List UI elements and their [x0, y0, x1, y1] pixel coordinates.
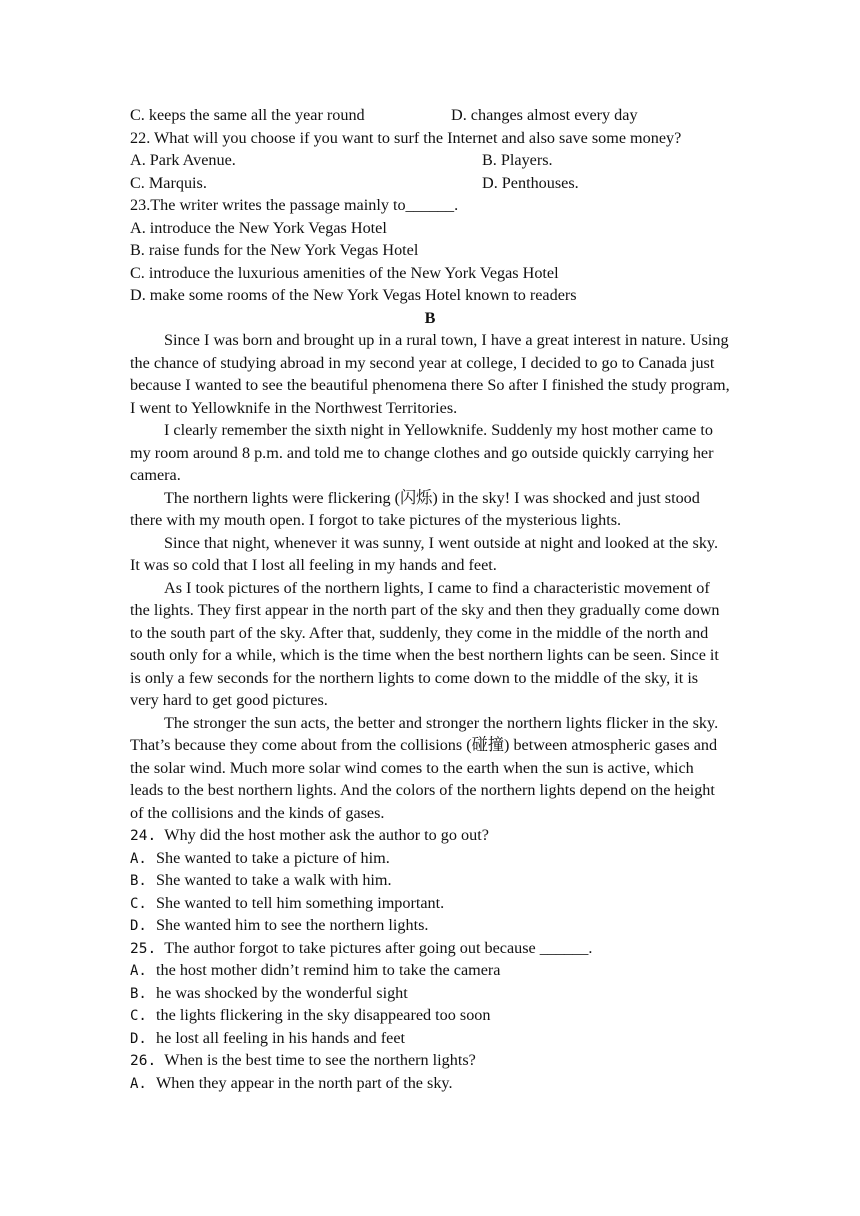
q25-option-a: A. the host mother didn’t remind him to take the camera	[130, 961, 501, 979]
q23-option-d: D. make some rooms of the New York Vegas Hotel known to readers	[130, 286, 577, 304]
q25-option-c: C. the lights flickering in the sky disappeared too soon	[130, 1006, 491, 1024]
q25-option-d: D. he lost all feeling in his hands and feet	[130, 1028, 406, 1047]
q22-option-a: A. Park Avenue.	[130, 151, 236, 169]
q26-option-a: A. When they appear in the north part of the sky.	[130, 1073, 453, 1092]
q23-option-b: B. raise funds for the New York Vegas Hotel	[130, 241, 419, 259]
q21-option-d: D. changes almost every day	[451, 106, 638, 124]
section-heading: B	[424, 308, 436, 327]
q23-option-a: A. introduce the New York Vegas Hotel	[130, 218, 387, 237]
q24-option-a: A. She wanted to take a picture of him.	[130, 848, 390, 867]
q23-stem: 23.The writer writes the passage mainly to______.	[130, 196, 459, 214]
q25-option-b: B. he was shocked by the wonderful sight	[130, 983, 408, 1002]
passage-paragraph: I clearly remember the sixth night in Yellowknife. Suddenly my host mother came to my room around 8 p.m. and told me to change clothes and go outside quickly carrying her camera.	[130, 421, 714, 484]
passage-paragraph: Since that night, whenever it was sunny, I went outside at night and looked at the sky. It was so cold that I lost all feeling in my hands and feet.	[130, 533, 719, 574]
q22-option-b: B. Players.	[482, 151, 553, 169]
q22-option-c: C. Marquis.	[130, 173, 207, 192]
q21-option-c: C. keeps the same all the year round	[130, 106, 365, 124]
passage-paragraph: The northern lights were flickering (闪烁) in the sky! I was shocked and just stood there with my mouth open. I forgot to take pictures of the mysterious lights.	[130, 488, 700, 529]
q22-options-row-2	[130, 172, 730, 195]
passage-paragraph: Since I was born and brought up in a rural town, I have a great interest in nature. Using the chance of studying abroad in my second year at college, I decided to go to Canada just because I wanted to see the beautiful phenomena there So after I finished the study program, I went to Yellowknife in the Northwest Territories.	[130, 331, 730, 417]
q24-option-b: B. She wanted to take a walk with him.	[130, 871, 392, 889]
q21-options-row	[130, 104, 730, 127]
q24-option-d: D. She wanted him to see the northern lights.	[130, 916, 429, 934]
q24-stem: 24. Why did the host mother ask the author to go out?	[130, 826, 489, 844]
q22-options-row-1	[130, 149, 730, 172]
q25-stem: 25. The author forgot to take pictures after going out because ______.	[130, 938, 593, 957]
q22-option-d: D. Penthouses.	[482, 173, 579, 192]
q24-option-c: C. She wanted to tell him something important.	[130, 893, 445, 912]
exam-page	[130, 104, 730, 1094]
passage-paragraph: As I took pictures of the northern lights, I came to find a characteristic movement of the lights. They first appear in the north part of the sky and then they gradually come down to the south part of the sky. After that, suddenly, they come in the middle of the north and south only for a while, which is the time when the best northern lights can be seen. Since it is only a few seconds for the northern lights to come down to the middle of the sky, it is very hard to get good pictures.	[130, 578, 720, 709]
q26-stem: 26. When is the best time to see the northern lights?	[130, 1051, 476, 1069]
q22-stem: 22. What will you choose if you want to surf the Internet and also save some money?	[130, 128, 682, 147]
passage-paragraph: The stronger the sun acts, the better and stronger the northern lights flicker in the sky. That’s because they come about from the collisions (碰撞) between atmospheric gases and the solar wind. Much more solar wind comes to the earth when the sun is active, which leads to the best northern lights. And the colors of the northern lights depend on the height of the collisions and the kinds of gases.	[130, 713, 719, 822]
q23-option-c: C. introduce the luxurious amenities of the New York Vegas Hotel	[130, 263, 559, 282]
